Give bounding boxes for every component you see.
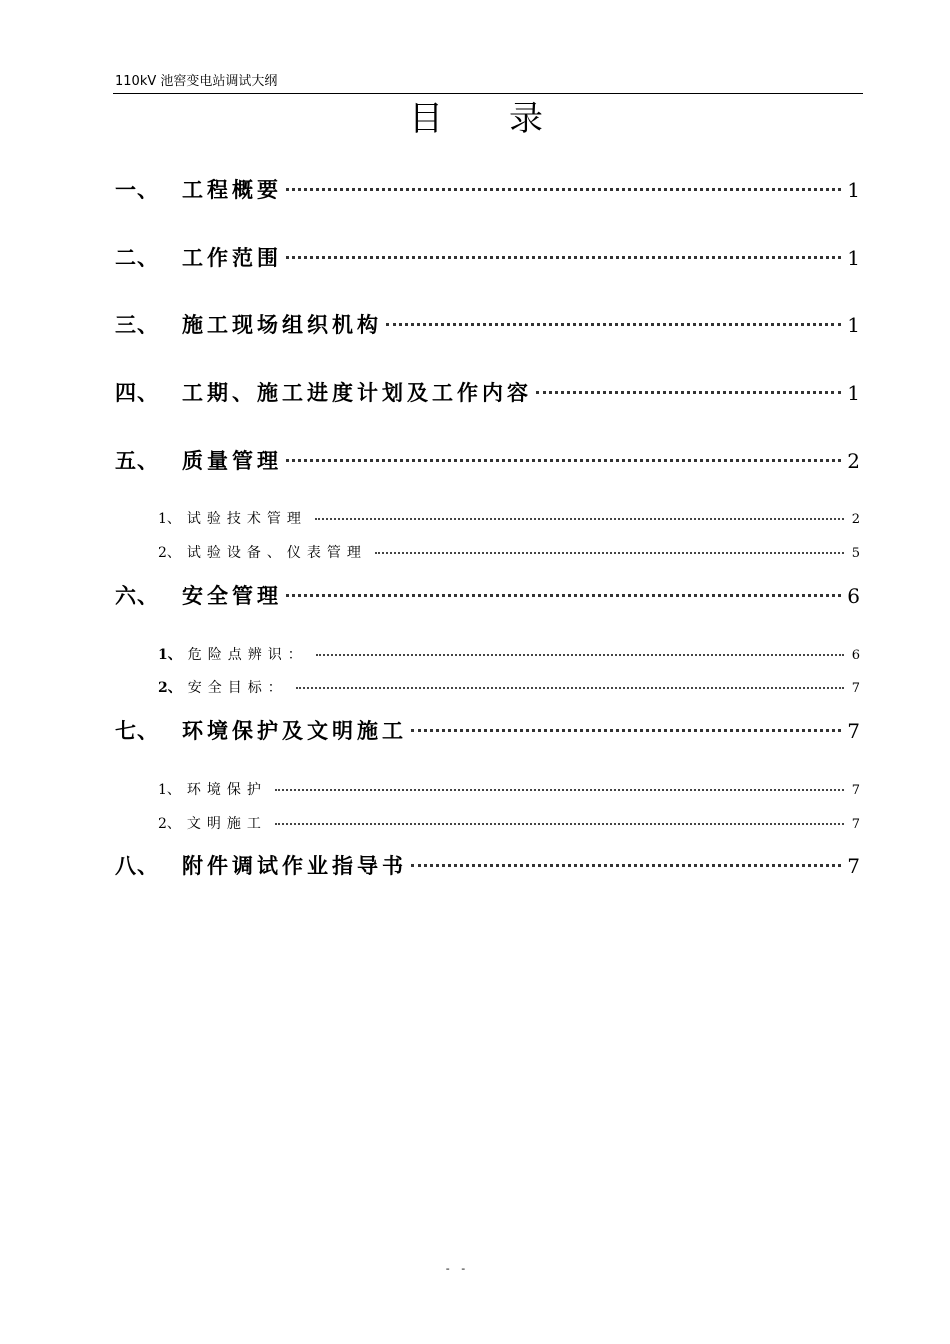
- toc-entry-5[interactable]: [115, 446, 860, 476]
- dot-leader: [316, 654, 844, 656]
- dot-leader: [386, 323, 841, 326]
- dot-leader: [375, 552, 844, 554]
- toc-entry-page: 1: [847, 313, 860, 337]
- page-footer: - -: [445, 1262, 470, 1275]
- toc-entry-label: 附件调试作业指导书: [182, 854, 407, 878]
- toc-entry-label: 施工现场组织机构: [182, 313, 382, 337]
- toc-subentry-page: 5: [851, 546, 860, 561]
- toc-subentry-label: 安全目标：: [187, 680, 288, 696]
- toc-entry-1[interactable]: [115, 175, 860, 205]
- toc-entry-label: 安全管理: [182, 584, 282, 608]
- toc-entry-number: 八、: [115, 854, 159, 878]
- dot-leader: [286, 188, 841, 191]
- toc-subentry-label: 环境保护: [186, 782, 267, 798]
- document-header-title: 110kV 池窖变电站调试大纲: [115, 74, 278, 89]
- dot-leader: [315, 518, 844, 520]
- toc-entry-2[interactable]: [115, 243, 860, 273]
- dot-leader: [286, 256, 841, 259]
- dot-leader: [286, 459, 841, 462]
- toc-entry-label: 质量管理: [182, 449, 282, 473]
- toc-entry-number: 三、: [115, 313, 159, 337]
- toc-subentry-page: 6: [851, 648, 860, 663]
- dot-leader: [286, 594, 841, 597]
- toc-subentry-page: 2: [851, 512, 860, 527]
- toc-subentry-page: 7: [851, 783, 860, 798]
- toc-entry-label: 环境保护及文明施工: [182, 719, 407, 743]
- toc-entry-6[interactable]: [115, 581, 860, 611]
- toc-entry-page: 7: [847, 854, 860, 878]
- toc-subentry-page: 7: [851, 681, 860, 696]
- toc-subentry-label: 试验设备、仪表管理: [186, 545, 367, 561]
- toc-subentry-label: 文明施工: [186, 816, 267, 832]
- toc-entry-number: 二、: [115, 246, 159, 270]
- header-divider: [113, 93, 863, 94]
- toc-subentry-7-1[interactable]: [158, 779, 860, 801]
- toc-entry-number: 五、: [115, 449, 159, 473]
- toc-entry-label: 工期、施工进度计划及工作内容: [182, 381, 532, 405]
- toc-entry-page: 7: [847, 719, 860, 743]
- toc-entry-8[interactable]: [115, 851, 860, 881]
- toc-heading-char-1: 目: [409, 99, 443, 139]
- toc-entry-number: 四、: [115, 381, 159, 405]
- toc-entry-label: 工作范围: [182, 246, 282, 270]
- toc-subentry-6-1[interactable]: [158, 644, 860, 666]
- toc-entry-number: 六、: [115, 584, 159, 608]
- toc-subentry-number: 2、: [158, 680, 182, 696]
- toc-heading: [405, 96, 555, 142]
- toc-subentry-7-2[interactable]: [158, 813, 860, 835]
- toc-entry-page: 1: [847, 381, 860, 405]
- dot-leader: [536, 391, 841, 394]
- toc-entry-page: 2: [847, 449, 860, 473]
- dot-leader: [411, 729, 841, 732]
- toc-entry-number: 七、: [115, 719, 159, 743]
- toc-subentry-label: 试验技术管理: [186, 511, 307, 527]
- dot-leader: [275, 823, 844, 825]
- toc-heading-char-2: 录: [509, 99, 543, 139]
- toc-subentry-number: 2、: [158, 545, 181, 561]
- toc-subentry-number: 1、: [158, 782, 181, 798]
- toc-subentry-page: 7: [851, 817, 860, 832]
- toc-entry-page: 1: [847, 246, 860, 270]
- toc-subentry-number: 2、: [158, 816, 181, 832]
- dot-leader: [411, 864, 841, 867]
- toc-subentry-5-1[interactable]: [158, 508, 860, 530]
- dot-leader: [296, 687, 844, 689]
- toc-subentry-number: 1、: [158, 511, 181, 527]
- toc-entry-label: 工程概要: [182, 178, 282, 202]
- toc-entry-4[interactable]: [115, 378, 860, 408]
- toc-entry-7[interactable]: [115, 716, 860, 746]
- toc-entry-number: 一、: [115, 178, 159, 202]
- toc-subentry-5-2[interactable]: [158, 542, 860, 564]
- toc-entry-page: 6: [847, 584, 860, 608]
- dot-leader: [275, 789, 844, 791]
- toc-subentry-number: 1、: [158, 647, 182, 663]
- toc-entry-page: 1: [847, 178, 860, 202]
- toc-subentry-6-2[interactable]: [158, 677, 860, 699]
- toc-subentry-label: 危险点辨识：: [187, 647, 308, 663]
- toc-entry-3[interactable]: [115, 310, 860, 340]
